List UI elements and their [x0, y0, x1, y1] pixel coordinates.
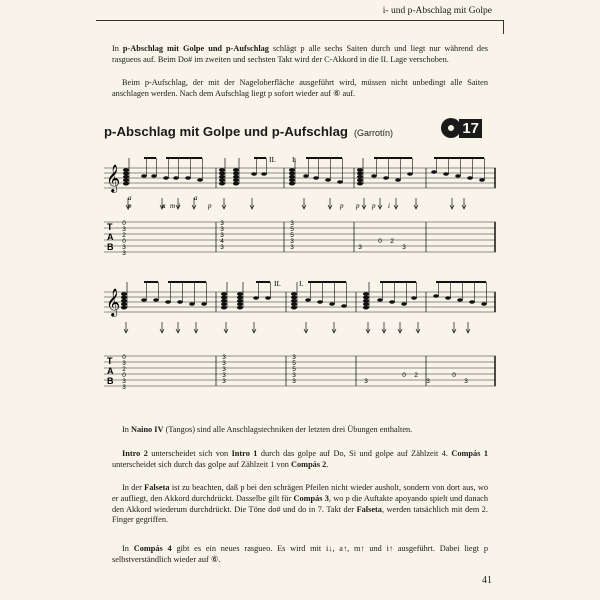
finger-letter: p	[372, 202, 376, 210]
chord-notehead	[237, 302, 243, 306]
notehead	[431, 170, 437, 174]
header-rule-tick	[503, 20, 504, 34]
tab-number: 0	[122, 372, 126, 379]
score-row-2	[104, 270, 496, 398]
tab-number: 5	[290, 226, 294, 233]
chord-notehead	[363, 306, 369, 310]
text-segment: Falseta	[144, 483, 170, 492]
notehead	[185, 176, 191, 180]
text-segment: Compás 1	[451, 449, 488, 458]
notehead	[253, 296, 259, 300]
chord-notehead	[357, 172, 363, 176]
text-segment: , werden tatsächlich mit dem 2. Finger gegriffen.	[112, 504, 488, 525]
chord-notehead	[233, 172, 239, 176]
cd-track-badge	[441, 118, 482, 138]
notehead	[433, 294, 439, 298]
chord-notehead	[291, 292, 297, 296]
chord-notehead	[219, 175, 225, 179]
notehead	[303, 174, 309, 178]
notehead	[371, 174, 377, 178]
finger-letter: i	[388, 202, 390, 210]
notehead	[265, 296, 271, 300]
tab-number: 3	[464, 378, 468, 385]
text-segment: In der	[122, 483, 145, 492]
tab-number: 0	[122, 354, 126, 361]
tab-number: 5	[292, 360, 296, 367]
tab-number: 3	[220, 226, 224, 233]
chord-notehead	[233, 182, 239, 186]
notehead	[455, 174, 461, 178]
finger-letter: i	[178, 202, 180, 210]
tab-number: 2	[414, 372, 418, 379]
chord-notehead	[219, 178, 225, 182]
position-marker: I.	[292, 155, 297, 164]
tab-number: 0	[378, 238, 382, 245]
exercise-subtitle: (Garrotín)	[353, 128, 393, 138]
notehead	[395, 178, 401, 182]
chord-notehead	[291, 306, 297, 310]
tab-number: 3	[290, 238, 294, 245]
notehead	[201, 302, 207, 306]
chord-notehead	[219, 172, 225, 176]
body-paragraph-3	[112, 483, 488, 526]
notehead	[163, 176, 169, 180]
chord-notehead	[221, 296, 227, 300]
notehead	[411, 296, 417, 300]
finger-letter: a	[194, 194, 198, 202]
running-header: i- und p-Abschlag mit Golpe	[382, 6, 492, 16]
treble-clef: 𝄞	[106, 164, 121, 192]
position-marker: II.	[269, 155, 276, 164]
notehead	[469, 300, 475, 304]
text-segment: Compás 2	[291, 459, 327, 469]
tab-number: 3	[290, 220, 294, 227]
chord-notehead	[291, 296, 297, 300]
chord-notehead	[219, 182, 225, 186]
notehead	[443, 172, 449, 176]
text-segment: In	[122, 544, 134, 553]
text-segment: (Tangos) sind alle Anschlagstechniken der letzten drei Übungen enthalten.	[163, 425, 413, 434]
chord-notehead	[233, 175, 239, 179]
tab-number: 2	[122, 232, 126, 239]
page-number: 41	[482, 575, 492, 586]
text-segment: Intro 2	[122, 449, 148, 458]
tab-number: 3	[220, 220, 224, 227]
chord-notehead	[233, 168, 239, 172]
exercise-title-text: p-Abschlag mit Golpe und p-Aufschlag	[104, 124, 348, 139]
tab-number: 3	[122, 226, 126, 233]
notehead	[141, 298, 147, 302]
text-segment: In	[122, 425, 131, 434]
finger-letter: p	[340, 202, 344, 210]
notehead	[305, 298, 311, 302]
tab-number: 3	[122, 384, 126, 391]
tab-number: 2	[122, 366, 126, 373]
text-segment: unterscheidet sich durch das golpe auf Zählzeit 1 von	[112, 459, 292, 469]
notehead	[251, 172, 257, 176]
tab-number: 3	[122, 244, 126, 251]
tab-number: 5	[290, 232, 294, 239]
chord-notehead	[221, 292, 227, 296]
chord-notehead	[289, 175, 295, 179]
chord-notehead	[289, 182, 295, 186]
chord-notehead	[121, 306, 127, 310]
notehead	[317, 300, 323, 304]
chord-notehead	[219, 168, 225, 172]
intro-paragraph-2: Beim p-Aufschlag, der mit der Nageloberfläche ausgeführt wird, müssen nicht unbedingt alle Saiten anschlagen werden. Nach dem Aufschlag liegt p sofort wieder auf ⑥ auf.	[112, 78, 488, 98]
chord-notehead	[237, 296, 243, 300]
intro-paragraph-1	[112, 44, 488, 66]
tab-number: 3	[292, 378, 296, 385]
tab-number: 3	[290, 244, 294, 251]
tab-number: 3	[122, 250, 126, 257]
chord-notehead	[237, 292, 243, 296]
chord-notehead	[121, 292, 127, 296]
notehead	[189, 302, 195, 306]
tab-number: 3	[122, 360, 126, 367]
text-segment: durch das golpe auf Do, Si und golpe auf Zählzeit 4.	[257, 449, 452, 458]
notehead	[457, 298, 463, 302]
text-segment: .	[326, 459, 329, 469]
finger-letter: a	[162, 202, 166, 210]
chord-notehead	[233, 178, 239, 182]
position-marker: I.	[299, 279, 304, 288]
tab-number: 3	[220, 232, 224, 239]
notehead	[383, 176, 389, 180]
text-segment: Naino IV	[131, 425, 164, 434]
chord-notehead	[291, 299, 297, 303]
chord-notehead	[357, 182, 363, 186]
cd-icon	[441, 118, 461, 138]
tab-number: 2	[390, 238, 394, 245]
tab-number: 3	[292, 354, 296, 361]
notehead	[389, 300, 395, 304]
body-paragraph-4	[112, 544, 488, 566]
notehead	[141, 174, 147, 178]
notehead	[337, 180, 343, 184]
text-segment: Intro 1	[231, 449, 258, 458]
tab-number: 0	[122, 238, 126, 245]
tab-number: 0	[452, 372, 456, 379]
tab-number: 3	[222, 360, 226, 367]
chord-notehead	[289, 168, 295, 172]
tab-number: 3	[358, 244, 362, 251]
text-segment: , wo p die Auftakte apoyando spielt und danach den Akkord wiederum durchdrückt. Die Töne do# und do in 7. Takt der	[112, 493, 488, 514]
chord-notehead	[289, 172, 295, 176]
finger-letter: p	[356, 202, 360, 210]
tab-number: 3	[222, 378, 226, 385]
chord-notehead	[357, 178, 363, 182]
tab-number: 0	[402, 372, 406, 379]
text-segment: Compás 4	[133, 544, 172, 553]
notehead	[177, 300, 183, 304]
chord-notehead	[123, 168, 129, 172]
notehead	[197, 178, 203, 182]
chord-notehead	[121, 296, 127, 300]
chord-notehead	[221, 306, 227, 310]
tab-number: 3	[402, 244, 406, 251]
score-row-1	[104, 140, 496, 260]
notehead	[445, 296, 451, 300]
notehead	[467, 176, 473, 180]
text-segment: schlägt p alle sechs Saiten durch und liegt nur während des rasgueos auf. Beim Do# im zweiten und sechsten Takt wird der C-Akkord in die II. Lage verschoben.	[112, 44, 488, 64]
chord-notehead	[237, 306, 243, 310]
notehead	[479, 178, 485, 182]
chord-notehead	[237, 299, 243, 303]
tab-number: 3	[220, 244, 224, 251]
chord-notehead	[221, 302, 227, 306]
text-segment: ist zu beachten, daß p bei den schrägen Pfeilen nicht wieder ausholt, sondern von dort aus, wo er aufliegt, den Akkord durchdrückt. Dasselbe gilt für	[112, 483, 488, 503]
chord-notehead	[123, 182, 129, 186]
notehead	[407, 172, 413, 176]
chord-notehead	[123, 175, 129, 179]
notehead	[261, 172, 267, 176]
tab-number: 3	[222, 366, 226, 373]
chord-notehead	[121, 302, 127, 306]
text-segment: Compás 3	[293, 493, 329, 503]
chord-notehead	[123, 178, 129, 182]
body-paragraph-2	[112, 449, 488, 471]
finger-letter: p	[208, 202, 212, 210]
text-segment: Falseta	[356, 504, 382, 514]
tab-number: 5	[292, 366, 296, 373]
tab-number: 4	[220, 238, 224, 245]
text-segment: p-Abschlag mit Golpe und p-Aufschlag	[122, 44, 269, 53]
tab-clef-letter: B	[107, 242, 114, 252]
tab-clef-letter: A	[107, 232, 114, 242]
tab-clef-letter: A	[107, 366, 114, 376]
chord-notehead	[363, 299, 369, 303]
notehead	[401, 302, 407, 306]
notehead	[325, 178, 331, 182]
body-paragraph-1	[112, 425, 488, 436]
chord-notehead	[357, 168, 363, 172]
tab-number: 3	[122, 378, 126, 385]
notehead	[341, 304, 347, 308]
cd-track-number: 17	[459, 119, 482, 138]
position-marker: II.	[274, 279, 281, 288]
text-segment: In	[112, 44, 123, 53]
chord-notehead	[121, 299, 127, 303]
tab-clef-letter: B	[107, 376, 114, 386]
text-segment: unterscheidet sich von	[147, 449, 232, 458]
notehead	[165, 300, 171, 304]
finger-letter: a	[128, 194, 132, 202]
chord-notehead	[291, 302, 297, 306]
exercise-title	[104, 124, 393, 139]
tab-number: 3	[292, 372, 296, 379]
text-segment: gibt es ein neues rasgueo. Es wird mit i↓, a↑, m↑ und i↑ ausgeführt. Dabei liegt p selbstverständlich wieder auf ⑥.	[112, 544, 488, 564]
notehead	[313, 176, 319, 180]
chord-notehead	[363, 292, 369, 296]
notehead	[153, 298, 159, 302]
notehead	[151, 174, 157, 178]
header-rule	[96, 20, 504, 21]
tab-number: 3	[364, 378, 368, 385]
tab-number: 0	[122, 220, 126, 227]
notehead	[481, 302, 487, 306]
finger-letter: p	[128, 202, 132, 210]
tab-number: 3	[222, 354, 226, 361]
tab-number: 3	[426, 378, 430, 385]
tab-number: 3	[222, 372, 226, 379]
tab-clef-letter: T	[107, 222, 113, 232]
chord-notehead	[123, 172, 129, 176]
chord-notehead	[363, 296, 369, 300]
chord-notehead	[363, 302, 369, 306]
chord-notehead	[289, 178, 295, 182]
notehead	[377, 298, 383, 302]
tab-clef-letter: T	[107, 356, 113, 366]
notehead	[329, 302, 335, 306]
notehead	[173, 176, 179, 180]
finger-letter: m	[170, 202, 176, 210]
treble-clef: 𝄞	[106, 288, 121, 316]
chord-notehead	[221, 299, 227, 303]
chord-notehead	[357, 175, 363, 179]
